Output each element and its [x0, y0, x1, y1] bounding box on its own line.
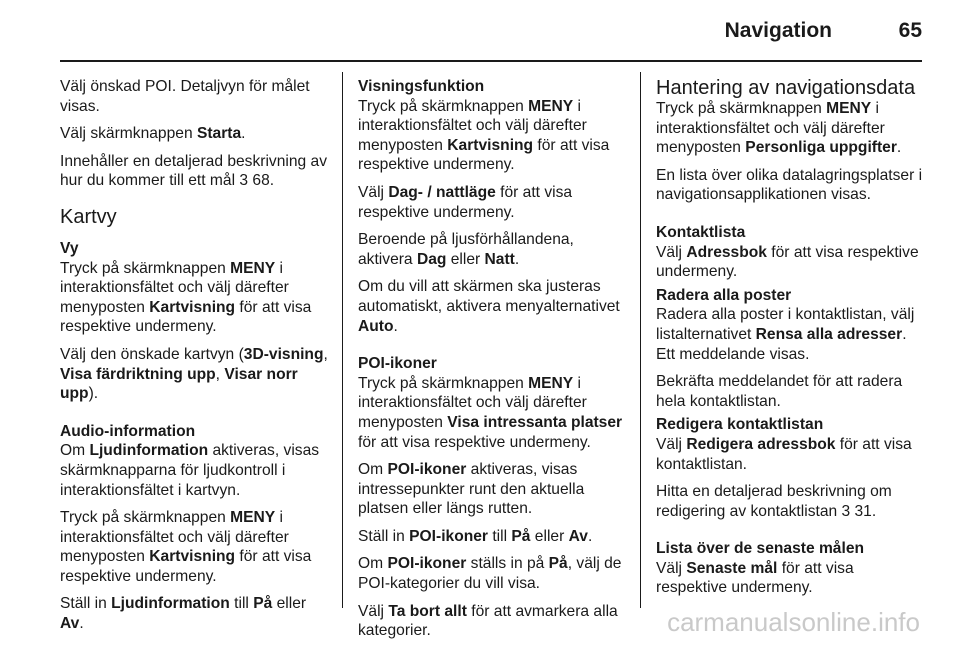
paragraph: Tryck på skärmknappen MENY i interaktionsfältet och välj därefter menyposten Kartvisning för att visa respektive undermeny. [60, 509, 312, 585]
paragraph: Välj Redigera adressbok för att visa kontaktlistan. [656, 435, 912, 473]
paragraph: Tryck på skärmknappen MENY i interaktionsfältet och välj därefter menyposten Kartvisning för att visa respektive undermeny. [358, 97, 610, 174]
page-title: Navigation [724, 19, 832, 42]
paragraph: Ställ in POI-ikoner till På eller Av. [358, 527, 593, 545]
column-divider-2 [640, 72, 641, 608]
paragraph: En lista över olika datalagringsplatser i navigationsapplikationen visas. [656, 166, 923, 204]
paragraph: Tryck på skärmknappen MENY i interaktionsfältet och välj därefter menyposten Visa intressanta platser för att visa respektive undermeny. [358, 374, 623, 451]
subheading-lista-senaste: Lista över de senaste målen [656, 540, 865, 558]
column-divider-1 [342, 72, 343, 608]
section-heading-kartvy: Kartvy [60, 205, 117, 228]
paragraph: Tryck på skärmknappen MENY i interaktionsfältet och välj därefter menyposten Kartvisning för att visa respektive undermeny. [60, 259, 312, 336]
paragraph: Om POI-ikoner ställs in på På, välj de POI-kategorier du vill visa. [358, 555, 622, 593]
subheading-radera: Radera alla poster [656, 286, 792, 304]
subheading-poi-ikoner: POI-ikoner [358, 355, 437, 373]
subheading-redigera: Redigera kontaktlistan [656, 416, 824, 434]
paragraph: Hitta en detaljerad beskrivning om redigering av kontaktlistan 3 31. [656, 483, 892, 520]
paragraph: Välj Ta bort allt för att avmarkera alla kategorier. [358, 602, 618, 640]
paragraph: Välj den önskade kartvyn (3D-visning, Visa färdriktning upp, Visar norr upp). [60, 345, 328, 403]
paragraph: Välj Senaste mål för att visa respektive undermeny. [656, 559, 854, 597]
page-header [60, 14, 922, 62]
subheading-visningsfunktion: Visningsfunktion [358, 78, 485, 95]
column-2 [358, 77, 628, 649]
page-number: 65 [898, 19, 922, 42]
paragraph: Radera alla poster i kontaktlistan, välj listalternativet Rensa alla adresser. Ett meddelande visas. [656, 306, 915, 363]
page-reference[interactable]: 3 31. [841, 502, 877, 520]
paragraph: Innehåller en detaljerad beskrivning av hur du kommer till ett mål 3 68. [60, 152, 327, 190]
paragraph: Om du vill att skärmen ska justeras automatiskt, aktivera menyalternativet Auto. [358, 278, 620, 335]
paragraph: Välj Adressbok för att visa respektive undermeny. [656, 243, 919, 281]
paragraph: Om Ljudinformation aktiveras, visas skärmknapparna för ljudkontroll i interaktionsfältet i kartvyn. [60, 442, 320, 499]
paragraph: Välj önskad POI. Detaljvyn för målet visas. [60, 78, 310, 115]
paragraph: Bekräfta meddelandet för att radera hela kontaktlistan. [656, 373, 903, 410]
paragraph: Beroende på ljusförhållandena, aktivera Dag eller Natt. [358, 231, 574, 268]
paragraph: Tryck på skärmknappen MENY i interaktionsfältet och välj därefter menyposten Personliga uppgifter. [656, 100, 902, 157]
paragraph: Välj Dag- / nattläge för att visa respektive undermeny. [358, 183, 573, 221]
column-3 [656, 77, 926, 606]
subheading-kontaktlista: Kontaktlista [656, 223, 746, 241]
paragraph: Välj skärmknappen Starta. [60, 125, 246, 143]
paragraph: Om POI-ikoner aktiveras, visas intressepunkter runt den aktuella platsen eller längs rutten. [358, 461, 585, 518]
page-reference[interactable]: 3 68. [239, 172, 275, 190]
watermark-text: carmanualsonline.info [667, 607, 920, 637]
paragraph: Ställ in Ljudinformation till På eller Av. [60, 595, 307, 633]
subheading-audio: Audio-information [60, 422, 196, 440]
subheading-vy: Vy [60, 239, 79, 257]
column-1 [60, 77, 330, 642]
section-heading-hantering: Hantering av navigationsdata [656, 77, 916, 99]
